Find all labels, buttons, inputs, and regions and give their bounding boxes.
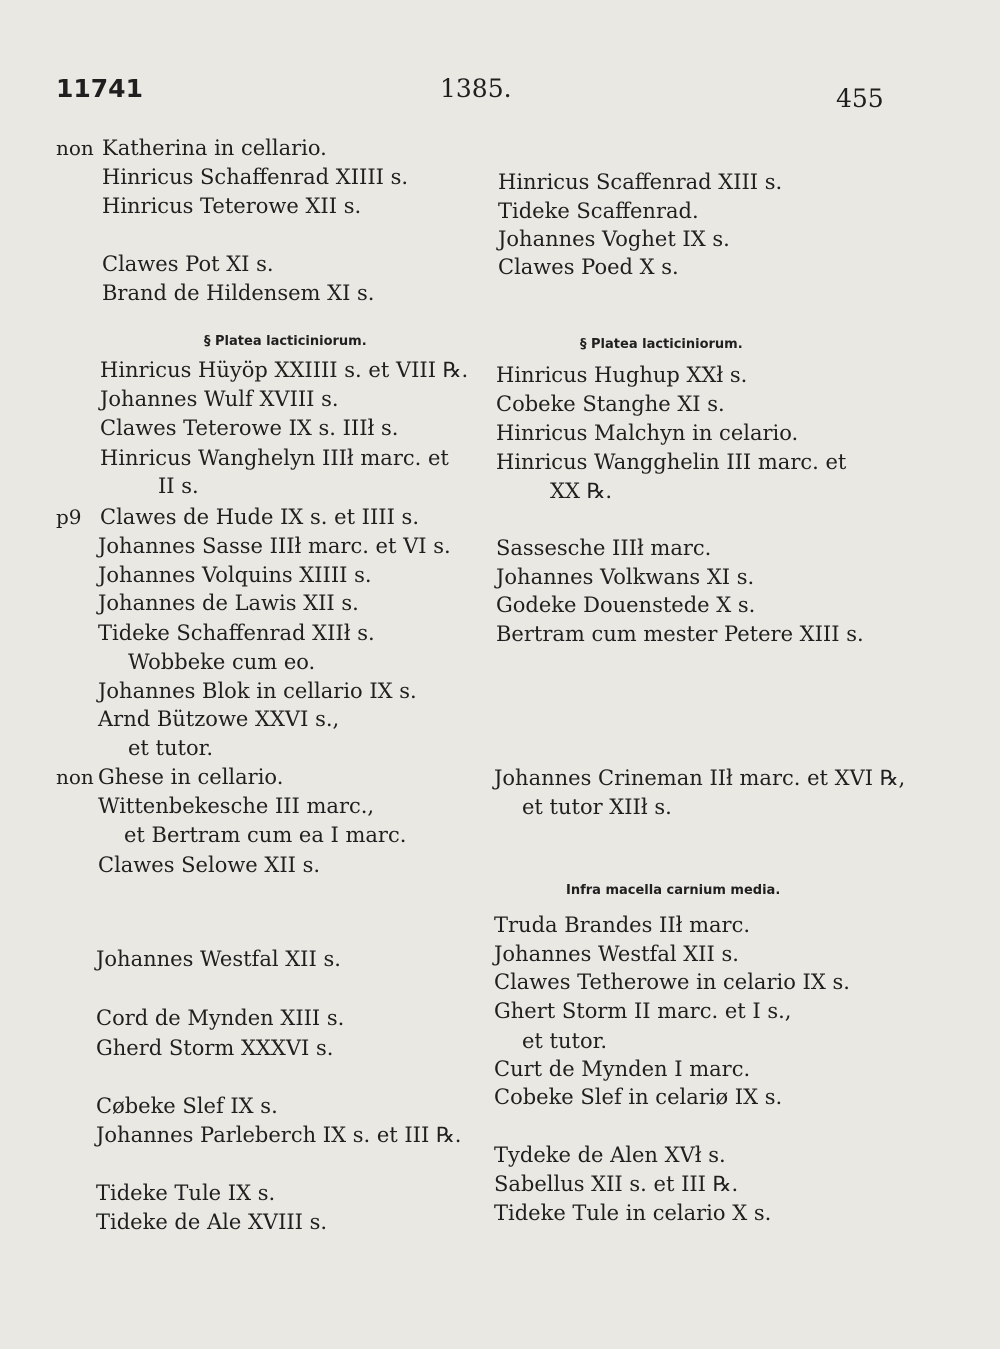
entry-line: Tydeke de Alen XVł s. [494, 1143, 726, 1167]
margin-note: non [56, 136, 94, 160]
section-heading: § Platea lacticiniorum. [580, 337, 743, 352]
entry-line: Wobbeke cum eo. [128, 650, 316, 674]
document-number: 11741 [56, 74, 143, 103]
entry-line: Johannes de Lawis XII s. [98, 591, 359, 615]
entry-line: Clawes Selowe XII s. [98, 853, 321, 877]
entry-line: Gherd Storm XXXVI s. [96, 1036, 334, 1060]
entry-line: Clawes de Hude IX s. et IIII s. [100, 505, 419, 529]
entry-line: Godeke Douenstede X s. [496, 593, 756, 617]
entry-line: Hinricus Hüyöp XXIIII s. et VIII ℞. [100, 358, 469, 382]
entry-line: Johannes Sasse IIIł marc. et VI s. [98, 534, 451, 558]
entry-line: Katherina in cellario. [102, 136, 327, 160]
entry-line: Truda Brandes IIł marc. [494, 913, 751, 937]
entry-line: Tideke Tule in celario X s. [494, 1201, 772, 1225]
entry-line: Sabellus XII s. et III ℞. [494, 1172, 739, 1196]
entry-line: Johannes Parleberch IX s. et III ℞. [96, 1123, 462, 1147]
section-heading: § Platea lacticiniorum. [204, 334, 367, 349]
entry-line: Hinricus Hughup XXł s. [496, 363, 748, 387]
entry-line: II s. [158, 474, 199, 498]
entry-line: Johannes Westfal XII s. [96, 947, 341, 971]
entry-line: et Bertram cum ea I marc. [124, 823, 407, 847]
entry-line: Ghert Storm II marc. et I s., [494, 999, 792, 1023]
entry-line: Cobeke Slef in celariø IX s. [494, 1085, 783, 1109]
entry-line: Hinricus Wangghelin III marc. et [496, 450, 847, 474]
entry-line: Johannes Blok in cellario IX s. [98, 679, 417, 703]
entry-line: Hinricus Teterowe XII s. [102, 194, 362, 218]
entry-line: Tideke Tule IX s. [96, 1181, 276, 1205]
entry-line: Cobeke Stanghe XI s. [496, 392, 725, 416]
entry-line: Sassesche IIIł marc. [496, 536, 712, 560]
margin-note: p9 [56, 505, 82, 529]
entry-line: Tideke Schaffenrad XIIł s. [98, 621, 375, 645]
entry-line: Bertram cum mester Petere XIII s. [496, 622, 864, 646]
entry-line: Curt de Mynden I marc. [494, 1057, 751, 1081]
entry-line: Wittenbekesche III marc., [98, 794, 375, 818]
entry-line: Johannes Volkwans XI s. [496, 565, 755, 589]
entry-line: XX ℞. [550, 479, 613, 503]
entry-line: Arnd Bützowe XXVI s., [98, 707, 340, 731]
margin-note: non [56, 765, 94, 789]
entry-line: Johannes Wulf XVIII s. [100, 387, 339, 411]
entry-line: Hinricus Scaffenrad XIII s. [498, 170, 783, 194]
entry-line: Clawes Pot XI s. [102, 252, 274, 276]
entry-line: Hinricus Schaffenrad XIIII s. [102, 165, 409, 189]
entry-line: Clawes Poed X s. [498, 255, 679, 279]
entry-line: Cord de Mynden XIII s. [96, 1006, 345, 1030]
entry-line: Johannes Crineman IIł marc. et XVI ℞, [494, 766, 906, 790]
entry-line: et tutor. [128, 736, 213, 760]
entry-line: Ghese in cellario. [98, 765, 284, 789]
page-number: 455 [836, 84, 884, 113]
entry-line: Hinricus Malchyn in celario. [496, 421, 799, 445]
entry-line: Johannes Westfal XII s. [494, 942, 739, 966]
entry-line: Clawes Tetherowe in celario IX s. [494, 970, 850, 994]
entry-line: Hinricus Wanghelyn IIIł marc. et [100, 446, 449, 470]
entry-line: Cøbeke Slef IX s. [96, 1094, 278, 1118]
entry-line: Tideke Scaffenrad. [498, 199, 699, 223]
entry-line: Johannes Volquins XIIII s. [98, 563, 372, 587]
entry-line: Johannes Voghet IX s. [498, 227, 730, 251]
year-heading: 1385. [440, 74, 512, 103]
entry-line: et tutor XIIł s. [522, 795, 672, 819]
entry-line: Brand de Hildensem XI s. [102, 281, 375, 305]
section-heading: Infra macella carnium media. [566, 883, 781, 898]
entry-line: Tideke de Ale XVIII s. [96, 1210, 328, 1234]
entry-line: et tutor. [522, 1029, 607, 1053]
entry-line: Clawes Teterowe IX s. IIIł s. [100, 416, 399, 440]
